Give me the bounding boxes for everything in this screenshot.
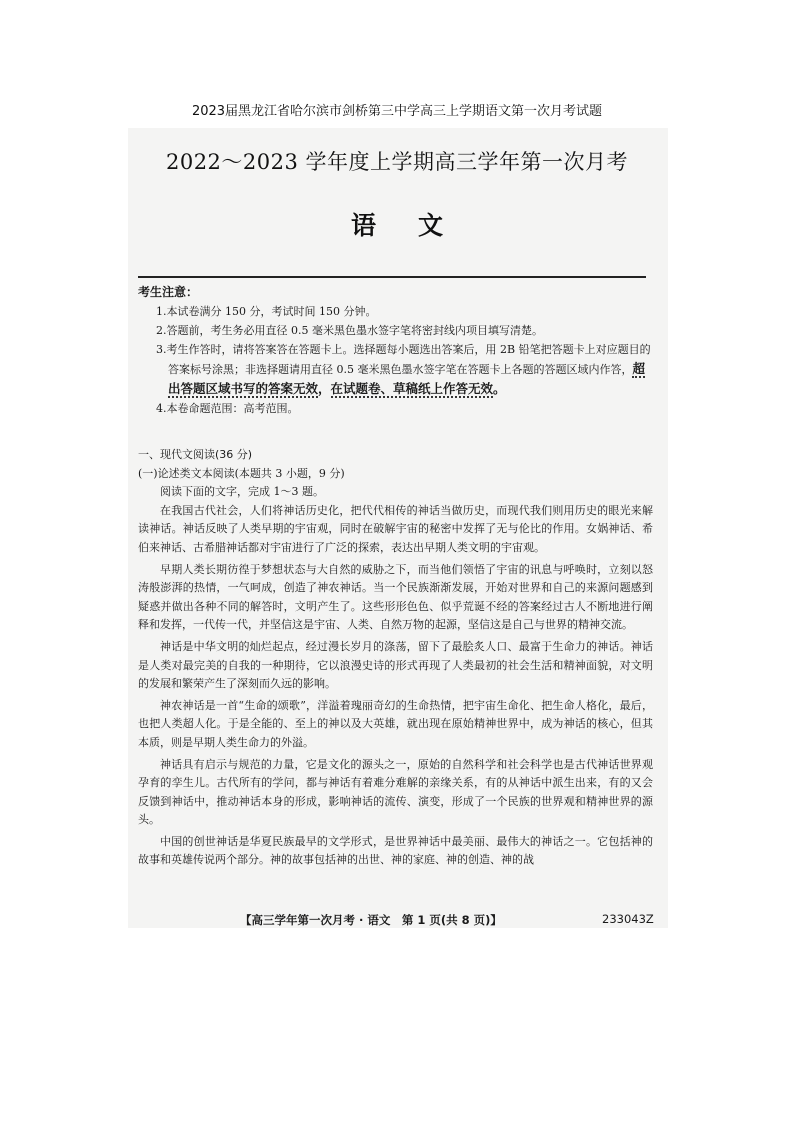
passage-paragraph-4: 神农神话是一首“生命的颂歌”，洋溢着瑰丽奇幻的生命热情，把宇宙生命化、把生命人格化，最后，也把人类超人化。于是全能的、至上的神以及大英雄，就出现在原始精神世界中，成为神话的核心，但其本质，则是早期人类生命力的外溢。 [138, 698, 653, 749]
reading-section [138, 446, 653, 873]
page-footer: 【高三学年第一次月考 · 语文 第 1 页(共 8 页)】 [240, 913, 502, 927]
notice-item-4: 4.本卷命题范围：高考范围。 [156, 402, 299, 415]
notice-item-3-text: 3.考生作答时，请将答案答在答题卡上。选择题每小题选出答案后，用 2B 铅笔把答题卡上对应题目的答案标号涂黑；非选择题请用直径 0.5 毫米黑色墨水签字笔在答题卡上各题的答题区域内作答， [156, 343, 651, 376]
notice-heading: 考生注意： [138, 285, 199, 299]
passage-paragraph-1: 在我国古代社会，人们将神话历史化，把代代相传的神话当做历史，而现代我们则用历史的眼光来解读神话。神话反映了人类早期的宇宙观，同时在破解宇宙的秘密中发挥了无与伦比的作用。女娲神话、希伯来神话、古希腊神话都对宇宙进行了广泛的探索，表达出早期人类文明的宇宙观。 [138, 503, 653, 554]
notice-separator: ， [318, 381, 331, 396]
document-title: 2023届黑龙江省哈尔滨市剑桥第三中学高三上学期语文第一次月考试题 [191, 104, 603, 119]
passage-paragraph-5: 神话具有启示与规范的力量，它是文化的源头之一，原始的自然科学和社会科学也是古代神话世界观孕育的孪生儿。古代所有的学问，都与神话有着难分难解的亲缘关系，有的从神话中派生出来，有的又会反馈到神话中，推动神话本身的形成，影响神话的流传、演变，形成了一个民族的世界观和精神世界的源头。 [138, 757, 653, 827]
passage-paragraph-6: 中国的创世神话是华夏民族最早的文学形式，是世界神话中最美丽、最伟大的神话之一。它包括神的故事和英雄传说两个部分。神的故事包括神的出世、神的家庭、神的创造、神的战 [138, 834, 653, 867]
notice-item-3-end: 。 [493, 381, 506, 396]
passage-paragraph-2: 早期人类长期彷徨于梦想状态与大自然的威胁之下，而当他们领悟了宇宙的讯息与呼唤时，立刻以怒涛般澎湃的热情，一气呵成，创造了神农神话。当一个民族渐渐发展，开始对世界和自己的来源问题感到疑惑并做出各种不同的解答时，文明产生了。这些形形色色、似乎荒诞不经的答案经过古人不断地进行阐释和发挥，一代传一代，并坚信这是宇宙、人类、自然万物的起源，坚信这是自己与世界的精神交流。 [138, 562, 653, 632]
notice-item-3 [138, 340, 653, 399]
exam-notice [138, 283, 653, 418]
header-divider [138, 276, 646, 278]
notice-item-1: 1.本试卷满分 150 分，考试时间 150 分钟。 [156, 305, 377, 318]
exam-title: 2022～2023 学年度上学期高三学年第一次月考 [165, 150, 629, 174]
passage-paragraph-3: 神话是中华文明的灿烂起点，经过漫长岁月的涤荡，留下了最脍炙人口、最富于生命力的神话。神话是人类对最完美的自我的一种期待，它以浪漫史诗的形式再现了人类最初的社会生活和精神面貌，对文明的发展和繁荣产生了深刻而久远的影响。 [138, 639, 653, 691]
notice-emphasis-1: 超出答题区域书写的答案无效 [168, 361, 645, 396]
part-heading: 一、现代文阅读(36 分) [138, 448, 253, 461]
exam-code: 233043Z [602, 912, 654, 926]
notice-emphasis-2: 在试题卷、草稿纸上作答无效 [330, 381, 494, 396]
subject-title: 语文 [350, 211, 485, 240]
sub-heading: (一)论述类文本阅读(本题共 3 小题，9 分) [138, 466, 345, 480]
read-instruction: 阅读下面的文字，完成 1～3 题。 [160, 485, 324, 499]
notice-item-2: 2.答题前，考生务必用直径 0.5 毫米黑色墨水签字笔将密封线内项目填写清楚。 [156, 324, 543, 337]
